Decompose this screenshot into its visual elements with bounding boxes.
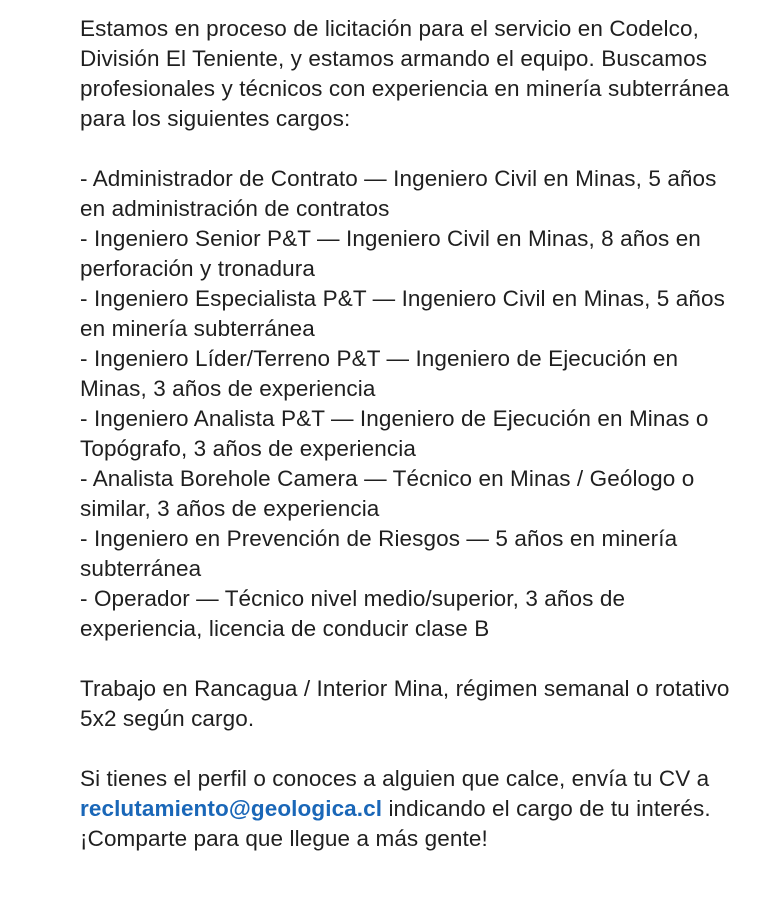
intro-paragraph: Estamos en proceso de licitación para el servicio en Codelco, División El Teniente, y estamos armando el equipo. Buscamos profesionales y técnicos con experiencia en minería subterránea para los siguientes cargos: <box>80 16 730 131</box>
roles-list <box>80 164 730 644</box>
list-item: - Ingeniero Líder/Terreno P&T — Ingeniero de Ejecución en Minas, 3 años de experiencia <box>80 346 679 401</box>
cta-text-after: indicando el cargo de tu interés. ¡Comparte para que llegue a más gente! <box>80 796 711 851</box>
cta-text-before: Si tienes el perfil o conoces a alguien que calce, envía tu CV a <box>80 766 710 791</box>
list-item: - Ingeniero Especialista P&T — Ingeniero Civil en Minas, 5 años en minería subterránea <box>80 286 725 341</box>
list-item: - Ingeniero Senior P&T — Ingeniero Civil en Minas, 8 años en perforación y tronadura <box>80 226 701 281</box>
work-info-paragraph: Trabajo en Rancagua / Interior Mina, régimen semanal o rotativo 5x2 según cargo. <box>80 676 730 731</box>
list-item: - Ingeniero en Prevención de Riesgos — 5 años en minería subterránea <box>80 526 678 581</box>
list-item: - Administrador de Contrato — Ingeniero Civil en Minas, 5 años en administración de contratos <box>80 166 717 221</box>
cta-paragraph <box>80 764 730 854</box>
list-item: - Analista Borehole Camera — Técnico en Minas / Geólogo o similar, 3 años de experiencia <box>80 466 695 521</box>
email-link[interactable]: reclutamiento@geologica.cl <box>80 796 383 821</box>
list-item: - Operador — Técnico nivel medio/superior, 3 años de experiencia, licencia de conducir clase B <box>80 586 626 641</box>
list-item: - Ingeniero Analista P&T — Ingeniero de Ejecución en Minas o Topógrafo, 3 años de experiencia <box>80 406 709 461</box>
post-body <box>80 14 730 854</box>
